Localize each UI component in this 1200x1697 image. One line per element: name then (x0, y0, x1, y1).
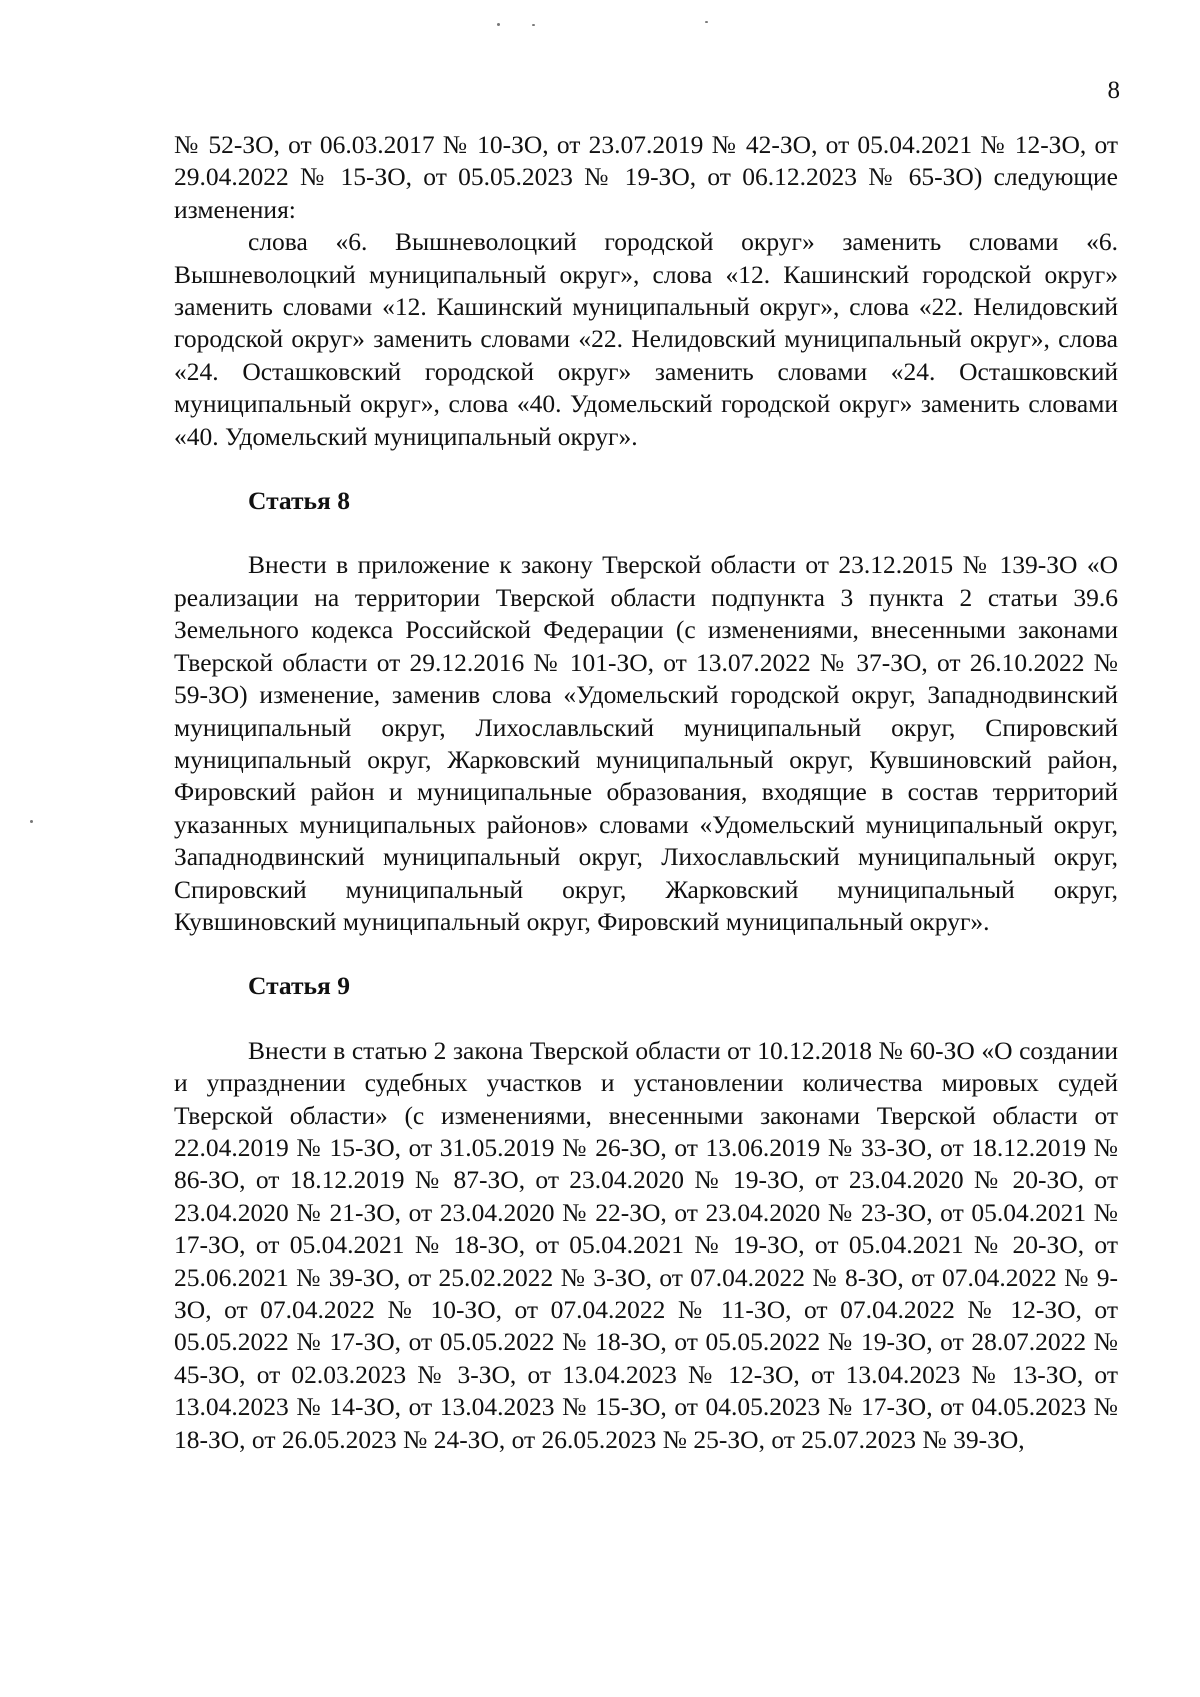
paragraph-continuation: № 52-ЗО, от 06.03.2017 № 10-ЗО, от 23.07.2019 № 42-ЗО, от 05.04.2021 № 12-ЗО, от 29.04.2022 № 15-ЗО, от 05.05.2023 № 19-ЗО, от 06.12.2023 № 65-ЗО) следующие изменения: (174, 130, 1118, 224)
article-8-heading: Статья 8 (248, 486, 350, 516)
scan-speck (497, 23, 500, 26)
article-9-text: Внести в статью 2 закона Тверской области от 10.12.2018 № 60-ЗО «О создании и упразднении судебных участков и установлении количества мировых судей Тверской области» (с изменениями, внесенными законами Тверской области от 22.04.2019 № 15-ЗО, от 31.05.2019 № 26-ЗО, от 13.06.2019 № 33-ЗО, от 18.12.2019 № 86-ЗО, от 18.12.2019 № 87-ЗО, от 23.04.2020 № 19-ЗО, от 23.04.2020 № 20-ЗО, от 23.04.2020 № 21-ЗО, от 23.04.2020 № 22-ЗО, от 23.04.2020 № 23-ЗО, от 05.04.2021 № 17-ЗО, от 05.04.2021 № 18-ЗО, от 05.04.2021 № 19-ЗО, от 05.04.2021 № 20-ЗО, от 25.06.2021 № 39-ЗО, от 25.02.2022 № 3-ЗО, от 07.04.2022 № 8-ЗО, от 07.04.2022 № 9-ЗО, от 07.04.2022 № 10-ЗО, от 07.04.2022 № 11-ЗО, от 07.04.2022 № 12-ЗО, от 05.05.2022 № 17-ЗО, от 05.05.2022 № 18-ЗО, от 05.05.2022 № 19-ЗО, от 28.07.2022 № 45-ЗО, от 02.03.2023 № 3-ЗО, от 13.04.2023 № 12-ЗО, от 13.04.2023 № 13-ЗО, от 13.04.2023 № 14-ЗО, от 13.04.2023 № 15-ЗО, от 04.05.2023 № 17-ЗО, от 04.05.2023 № 18-ЗО, от 26.05.2023 № 24-ЗО, от 26.05.2023 № 25-ЗО, от 25.07.2023 № 39-ЗО, (174, 1035, 1118, 1454)
document-body (174, 129, 1118, 1456)
page-number: 8 (1107, 77, 1120, 104)
scan-speck (30, 820, 33, 823)
scan-speck (532, 24, 535, 26)
scan-speck (705, 21, 708, 23)
article-8-text: Внести в приложение к закону Тверской области от 23.12.2015 № 139-ЗО «О реализации на территории Тверской области подпункта 3 пункта 2 статьи 39.6 Земельного кодекса Российской Федерации (с изменениями, внесенными законами Тверской области от 29.12.2016 № 101-ЗО, от 13.07.2022 № 37-ЗО, от 26.10.2022 № 59-ЗО) изменение, заменив слова «Удомельский городской округ, Западнодвинский муниципальный округ, Лихославльский муниципальный округ, Спировский муниципальный округ, Жарковский муниципальный округ, Кувшиновский район, Фировский район и муниципальные образования, входящие в состав территорий указанных муниципальных районов» словами «Удомельский муниципальный округ, Западнодвинский муниципальный округ, Лихославльский муниципальный округ, Спировский муниципальный округ, Жарковский муниципальный округ, Кувшиновский муниципальный округ, Фировский муниципальный округ». (174, 550, 1118, 936)
article-9-heading: Статья 9 (248, 971, 350, 1001)
paragraph-replacements: слова «6. Вышневолоцкий городской округ» заменить словами «6. Вышневолоцкий муниципальный округ», слова «12. Кашинский городской округ» заменить словами «12. Кашинский муниципальный округ», слова «22. Нелидовский городской округ» заменить словами «22. Нелидовский муниципальный округ», слова «24. Осташковский городской округ» заменить словами «24. Осташковский муниципальный округ», слова «40. Удомельский городской округ» заменить словами «40. Удомельский муниципальный округ». (174, 227, 1118, 451)
